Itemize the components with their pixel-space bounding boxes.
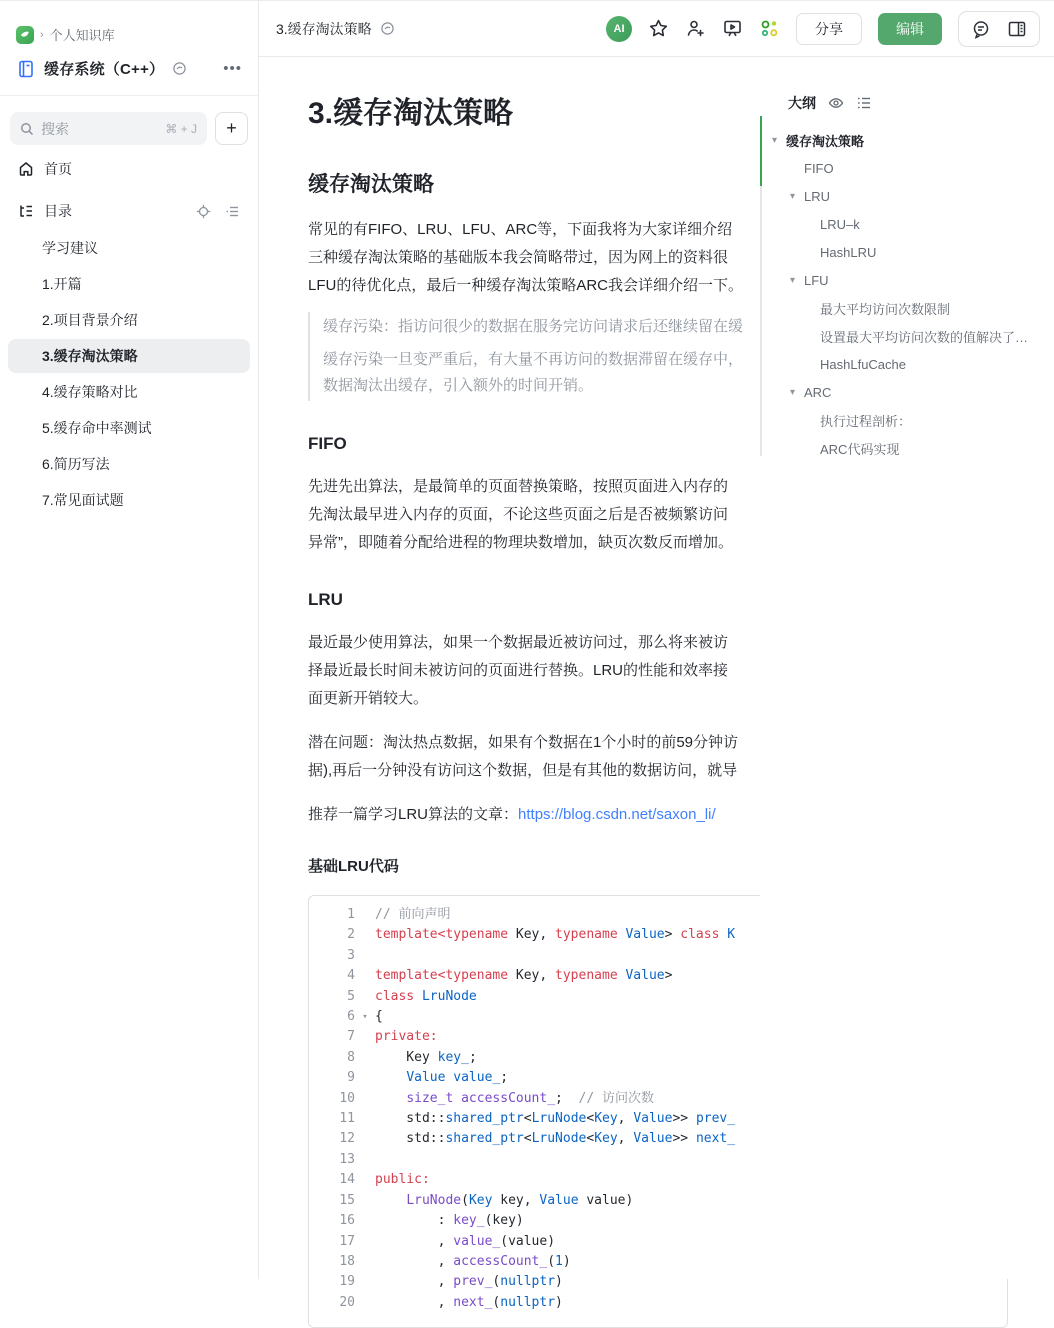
line-number: 14 — [339, 1172, 355, 1188]
outline-item[interactable] — [760, 350, 1054, 378]
sync-status-icon — [380, 21, 395, 36]
line-number: 3 — [347, 947, 355, 963]
outline-item-label: 设置最大平均访问次数的值解决了… — [820, 329, 1029, 345]
sidebar-item[interactable]: 学习建议 — [42, 240, 98, 256]
outline-item-label: LRU — [804, 188, 831, 204]
line-number: 10 — [339, 1090, 355, 1106]
outline-item[interactable] — [760, 210, 1054, 238]
outline-list-icon[interactable] — [856, 95, 872, 111]
locate-target-icon[interactable] — [196, 204, 211, 219]
chevron-right-icon: › — [40, 28, 44, 41]
code-text: public: — [375, 1172, 430, 1188]
topbar-doc-title: 3.缓存淘汰策略 — [276, 20, 372, 37]
outline-item-label: HashLfuCache — [820, 356, 906, 372]
caret-down-icon[interactable]: ▾ — [790, 386, 796, 398]
section-heading: 缓存淘汰策略 — [308, 173, 434, 196]
outline-item[interactable] — [760, 378, 1054, 406]
fold-gutter — [355, 925, 375, 945]
code-text: LruNode(Key key, Value value) — [406, 1192, 634, 1208]
outline-item-label: 最大平均访问次数限制 — [820, 301, 951, 317]
code-text: , prev_(nullptr) — [375, 1274, 563, 1290]
search-shortcut: ⌘ + J — [165, 121, 197, 136]
fold-gutter — [355, 1027, 375, 1047]
code-text: , value_(value) — [375, 1233, 556, 1249]
text-line: 最近最少使用算法，如果一个数据最近被访问过，那么将来被访 — [308, 634, 729, 651]
line-number: 5 — [347, 988, 355, 1004]
section-heading: LRU — [308, 590, 343, 609]
comment-icon[interactable] — [971, 19, 991, 39]
code-text: { — [375, 1009, 383, 1025]
line-number: 17 — [339, 1233, 355, 1249]
text-line: 数据淘汰出缓存，引入额外的时间开销。 — [323, 377, 594, 394]
caret-down-icon[interactable]: ▾ — [772, 134, 778, 146]
sync-status-icon — [172, 61, 187, 76]
code-text: template<typename Key, typename Value> — [375, 968, 673, 984]
sidebar-item[interactable]: 6.简历写法 — [42, 456, 110, 472]
fold-gutter — [355, 1232, 375, 1252]
outline-item[interactable] — [760, 406, 1054, 434]
page-title: 3.缓存淘汰策略 — [308, 97, 514, 130]
presentation-icon[interactable] — [722, 18, 743, 39]
doc-header — [0, 44, 258, 79]
topbar — [259, 1, 1054, 57]
text-line: 据),再后一分钟没有访问这个数据，但是有其他的数据访问，就导 — [308, 762, 738, 779]
line-number: 18 — [339, 1253, 355, 1269]
outline-list — [760, 126, 1054, 462]
outline-item[interactable] — [760, 434, 1054, 462]
ai-assistant-button[interactable]: AI — [606, 16, 632, 42]
section-heading: FIFO — [308, 434, 347, 453]
outline-active-indicator — [760, 116, 762, 186]
line-number: 2 — [347, 927, 355, 943]
text-line: 缓存污染：指访问很少的数据在服务完访问请求后还继续留在缓 — [323, 318, 744, 335]
outline-item-label: FIFO — [804, 160, 834, 176]
link-prefix-text: 推荐一篇学习LRU算法的文章： — [308, 806, 519, 823]
apps-grid-icon[interactable] — [759, 18, 780, 39]
fold-gutter — [355, 1150, 375, 1170]
outline-item-label: 缓存淘汰策略 — [786, 133, 865, 149]
search-placeholder: 搜索 — [41, 120, 69, 137]
breadcrumb-workspace[interactable]: 个人知识库 — [49, 28, 115, 43]
sidebar-item-label: 目录 — [44, 203, 72, 219]
sidebar-item[interactable]: 5.缓存命中率测试 — [42, 420, 152, 436]
search-input[interactable] — [10, 112, 207, 145]
code-text: std::shared_ptr<LruNode<Key, Value>> next_ — [375, 1131, 736, 1147]
outline-item[interactable] — [760, 294, 1054, 322]
code-text: Value value_; — [406, 1070, 509, 1086]
line-number: 20 — [339, 1294, 355, 1310]
sidebar-item[interactable]: 7.常见面试题 — [42, 492, 124, 508]
outline-item[interactable] — [760, 266, 1054, 294]
home-icon — [18, 161, 34, 177]
fold-gutter — [355, 1068, 375, 1088]
text-line: 常见的有FIFO、LRU、LFU、ARC等，下面我将为大家详细介绍 — [308, 221, 733, 238]
text-line: 择最近最长时间未被访问的页面进行替换。LRU的性能和效率接 — [308, 662, 729, 679]
code-text: Key key_; — [375, 1049, 477, 1065]
code-text: template<typename Key, typename Value> class K — [375, 927, 736, 943]
edit-button[interactable]: 编辑 — [878, 13, 942, 45]
outline-item-label: HashLRU — [820, 244, 877, 260]
external-link[interactable]: https://blog.csdn.net/saxon_li/ — [518, 806, 716, 823]
eye-icon[interactable] — [828, 95, 844, 111]
sidebar-item[interactable]: 2.项目背景介绍 — [42, 312, 138, 328]
text-line: 潜在问题：淘汰热点数据，如果有个数据在1个小时的前59分钟访 — [308, 734, 739, 751]
line-number: 13 — [339, 1151, 355, 1167]
outline-item-label: LFU — [804, 272, 829, 288]
fold-gutter — [355, 987, 375, 1007]
text-line: 三种缓存淘汰策略的基础版本我会简略带过，因为网上的资料很 — [308, 249, 729, 266]
sidebar-page-list — [0, 231, 258, 517]
outline-item[interactable] — [760, 238, 1054, 266]
text-line: LFU的待优化点，最后一种缓存淘汰策略ARC我会详细介绍一下。 — [308, 277, 744, 294]
code-text: , next_(nullptr) — [375, 1294, 563, 1310]
text-line: 缓存污染一旦变严重后，有大量不再访问的数据滞留在缓存中， — [323, 351, 744, 368]
sidebar — [0, 1, 259, 1279]
sidebar-item[interactable]: 4.缓存策略对比 — [42, 384, 138, 400]
code-text: : key_(key) — [375, 1213, 524, 1229]
text-line: 先淘汰最早进入内存的页面，不论这些页面之后是否被频繁访问 — [308, 506, 729, 523]
add-page-button[interactable]: + — [215, 112, 248, 145]
fold-gutter — [355, 1170, 375, 1190]
section-heading: 基础LRU代码 — [308, 858, 399, 875]
outline-item-label: LRU–k — [820, 216, 860, 232]
fold-gutter — [355, 1109, 375, 1129]
text-line: 异常”，即随着分配给进程的物理块数增加，缺页次数反而增加。 — [308, 534, 733, 551]
outline-item-label: ARC代码实现 — [820, 441, 900, 457]
text-line: 面更新开销较大。 — [308, 690, 429, 707]
view-tools-group — [958, 11, 1040, 47]
side-panel-icon[interactable] — [1007, 19, 1027, 39]
sidebar-item-label: 首页 — [44, 161, 72, 177]
tree-icon — [18, 203, 34, 219]
line-number: 8 — [347, 1049, 355, 1065]
outline-item[interactable] — [760, 126, 1054, 154]
line-number: 4 — [347, 968, 355, 984]
fold-gutter — [355, 966, 375, 986]
code-text: , accessCount_(1) — [375, 1253, 571, 1269]
fold-gutter — [355, 1272, 375, 1292]
outline-item-label: ARC — [804, 384, 832, 400]
line-number: 15 — [339, 1192, 355, 1208]
collapse-list-icon[interactable] — [225, 204, 240, 219]
outline-item-label: 执行过程剖析： — [820, 413, 912, 429]
code-text: std::shared_ptr<LruNode<Key, Value>> prev_ — [375, 1111, 736, 1127]
code-text: size_t accessCount_; // 访问次数 — [406, 1090, 654, 1106]
line-number: 19 — [339, 1274, 355, 1290]
line-number: 1 — [347, 907, 355, 922]
search-icon — [20, 122, 34, 136]
line-number: 6 — [347, 1009, 355, 1025]
line-number: 9 — [347, 1070, 355, 1086]
outline-item[interactable] — [760, 154, 1054, 182]
add-collaborator-icon[interactable] — [685, 18, 706, 39]
fold-gutter — [355, 1293, 375, 1313]
line-number: 12 — [339, 1131, 355, 1147]
share-button[interactable]: 分享 — [796, 13, 862, 45]
fold-gutter — [355, 1252, 375, 1272]
fold-caret-icon[interactable]: ▾ — [362, 1012, 368, 1023]
sidebar-item[interactable]: 1.开篇 — [42, 276, 82, 292]
fold-gutter — [355, 905, 375, 925]
outline-item[interactable] — [760, 182, 1054, 210]
fold-gutter — [355, 1048, 375, 1068]
sidebar-item-home[interactable] — [8, 151, 250, 187]
line-number: 11 — [339, 1111, 355, 1127]
outline-title: 大纲 — [788, 95, 816, 111]
sidebar-item-directory[interactable] — [8, 193, 250, 229]
workspace-logo-icon — [16, 26, 34, 44]
more-menu-icon[interactable]: ••• — [223, 60, 242, 77]
outline-scroll-track — [760, 116, 762, 456]
code-text: private: — [375, 1029, 438, 1045]
code-line — [309, 1293, 1007, 1313]
caret-down-icon[interactable]: ▾ — [790, 274, 796, 286]
fold-gutter — [355, 1129, 375, 1149]
star-favorite-icon[interactable] — [648, 18, 669, 39]
breadcrumb[interactable] — [0, 1, 258, 44]
caret-down-icon[interactable]: ▾ — [790, 190, 796, 202]
fold-gutter — [355, 1191, 375, 1211]
sidebar-item[interactable]: 3.缓存淘汰策略 — [8, 339, 250, 373]
line-number: 16 — [339, 1213, 355, 1229]
fold-gutter — [355, 1089, 375, 1109]
text-line: 先进先出算法，是最简单的页面替换策略，按照页面进入内存的 — [308, 478, 729, 495]
outline-panel — [760, 57, 1054, 1279]
notebook-icon — [16, 59, 36, 79]
line-number: 7 — [347, 1029, 355, 1045]
doc-title: 缓存系统（C++） — [44, 61, 165, 78]
code-text: // 前向声明 — [375, 907, 451, 922]
code-text: class LruNode — [375, 988, 477, 1004]
fold-gutter — [355, 1211, 375, 1231]
fold-gutter — [355, 946, 375, 966]
outline-item[interactable] — [760, 322, 1054, 350]
